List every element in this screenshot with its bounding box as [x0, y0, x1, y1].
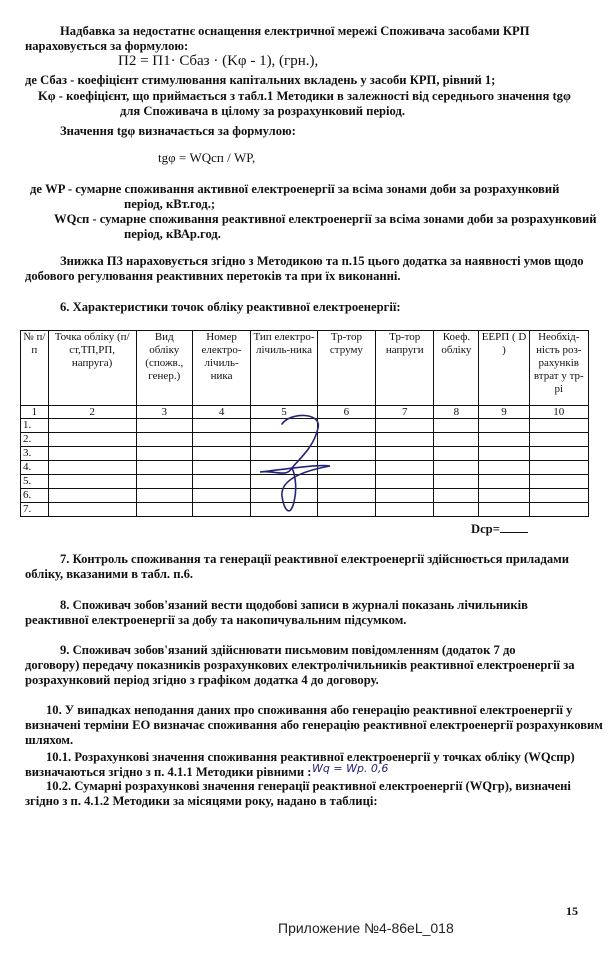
definition-wp-cont: період, кВт.год.; — [124, 197, 216, 211]
row-number: 3. — [21, 447, 49, 461]
table-header-row — [21, 331, 589, 406]
definition-kphi-cont: для Споживача в цілому за розрахунковий період. — [120, 104, 405, 118]
section-6-title: 6. Характеристики точок обліку реактивної електроенергії: — [60, 300, 401, 314]
paragraph-8-line1: 8. Споживач зобов'язаний вести щодобові записи в журналі показань лічильників — [60, 598, 528, 612]
formula-p2: П2 = П1· Cбаз · (Kφ - 1), (грн.), — [118, 53, 319, 69]
paragraph-10-line2: визначені терміни ЕО визначає споживання або генерацію реактивної електроенергії розрахунковим — [25, 718, 603, 732]
tg-intro: Значення tgφ визначається за формулою: — [60, 124, 296, 138]
paragraph-10-1-line1: 10.1. Розрахункові значення споживання реактивної електроенергії у точках обліку (WQспр) — [46, 750, 575, 764]
formula-tg: tgφ = WQсп / WP, — [158, 150, 256, 165]
row-number: 5. — [21, 475, 49, 489]
column-number: 5 — [251, 406, 318, 419]
row-number: 6. — [21, 489, 49, 503]
paragraph-surcharge-line2: нараховується за формулою: — [25, 39, 189, 53]
definition-wq-cont: період, кВАр.год. — [124, 227, 221, 241]
attachment-caption: Приложение №4-86eL_018 — [278, 920, 454, 936]
column-number: 1 — [21, 406, 49, 419]
header-coefficient: Коеф. обліку — [434, 331, 479, 406]
paragraph-8-line2: реактивної електроенергії за добу та накопичувальним підсумком. — [25, 613, 407, 627]
row-number: 4. — [21, 461, 49, 475]
column-number: 6 — [317, 406, 375, 419]
paragraph-10-line1: 10. У випадках неподання даних про споживання або генерацію реактивної електроенергії у — [46, 703, 573, 717]
paragraph-9-line1: 9. Споживач зобов'язаний здійснювати письмовим повідомленням (додаток 7 до — [60, 643, 516, 657]
definition-wq: WQсп - сумарне споживання реактивної електроенергії за всіма зонами доби за розрахунковий — [54, 212, 597, 226]
paragraph-10-line3: шляхом. — [25, 733, 74, 747]
definition-wp: де WP - сумарне споживання активної електроенергії за всіма зонами доби за розрахунковий — [30, 182, 560, 196]
row-number: 7. — [21, 503, 49, 517]
paragraph-10-2-line1: 10.2. Сумарні розрахункові значення генерації реактивної електроенергії (WQгр), визначені — [46, 779, 571, 793]
row-number: 1. — [21, 419, 49, 433]
header-metering-point: Точка обліку (п/ст,ТП,РП, напруга) — [48, 331, 136, 406]
row-number: 2. — [21, 433, 49, 447]
handwritten-scribble — [250, 408, 340, 523]
dcp-label: Dср= — [471, 521, 528, 537]
column-number: 2 — [48, 406, 136, 419]
column-number: 7 — [376, 406, 434, 419]
column-number: 9 — [479, 406, 529, 419]
paragraph-discount-line2: добового регулювання реактивних перетоків та при їх виконанні. — [25, 269, 401, 283]
header-voltage-transformer: Тр-тор напруги — [376, 331, 434, 406]
header-current-transformer: Тр-тор струму — [317, 331, 375, 406]
paragraph-7-line2: обліку, вказаними в табл. п.6. — [25, 567, 194, 581]
header-number: № п/п — [21, 331, 49, 406]
column-number: 3 — [136, 406, 192, 419]
column-number: 8 — [434, 406, 479, 419]
handwritten-note: Wq = Wp. 0,6 — [312, 762, 389, 775]
header-metering-type: Вид обліку (спожв., генер.) — [136, 331, 192, 406]
paragraph-discount-line1: Знижка П3 нараховується згідно з Методикою та п.15 цього додатка за наявності умов щодо — [60, 254, 584, 268]
paragraph-10-1-line2: визначаються згідно з п. 4.1.1 Методики рівними : — [25, 765, 312, 779]
column-number: 10 — [529, 406, 588, 419]
header-meter-number: Номер електро-лічиль-ника — [192, 331, 250, 406]
page-number: 15 — [566, 904, 578, 918]
header-loss-calculation: Необхід-ність роз-рахунків втрат у тр-рі — [529, 331, 588, 406]
paragraph-9-line2: договору) передачу показників розрахункових електролічильників реактивної електроенергії за — [25, 658, 575, 672]
header-eerp: ЕЕРП ( D ) — [479, 331, 529, 406]
paragraph-surcharge-line1: Надбавка за недостатнє оснащення електричної мережі Споживача засобами КРП — [60, 24, 530, 38]
paragraph-10-2-line2: згідно з п. 4.1.2 Методики за місяцями року, надано в таблиці: — [25, 794, 378, 808]
paragraph-7-line1: 7. Контроль споживання та генерації реактивної електроенергії здійснюється приладами — [60, 552, 569, 566]
header-meter-type: Тип електро-лічиль-ника — [251, 331, 318, 406]
definition-kphi: Kφ - коефіцієнт, що приймається з табл.1 Методики в залежності від середнього значення tgφ — [38, 89, 571, 103]
paragraph-9-line3: розрахунковий період згідно з графіком додатка 4 до договору. — [25, 673, 379, 687]
column-number: 4 — [192, 406, 250, 419]
definition-cbaz: де Сбаз - коефіцієнт стимулювання капітальних вкладень у засоби КРП, рівний 1; — [25, 73, 496, 87]
